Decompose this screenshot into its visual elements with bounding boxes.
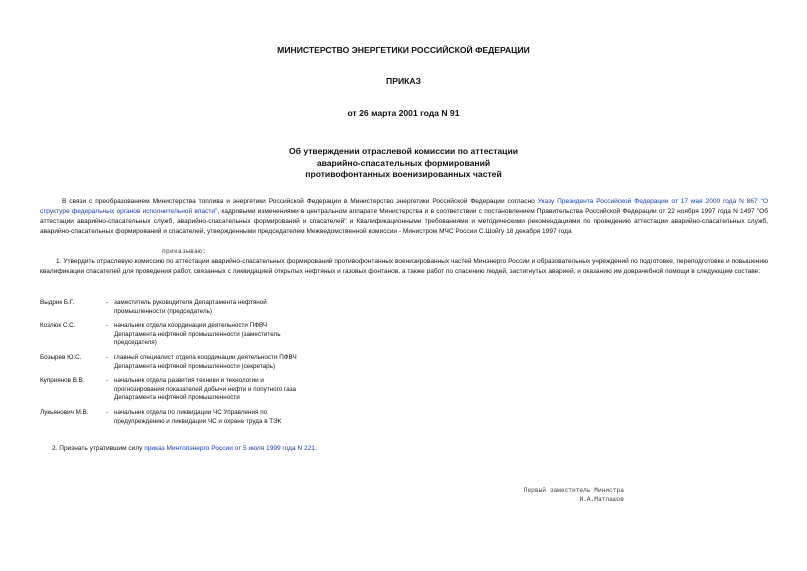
member-name: Выдрик Б.Г. — [40, 299, 75, 306]
signatory-position: Первый заместитель Министра — [523, 487, 624, 494]
signature-block — [500, 486, 624, 504]
subject-line: аварийно-спасательных формирований — [316, 157, 491, 168]
member-name: Бозырев Ю.С. — [40, 353, 82, 361]
orders-word: приказываю: — [162, 248, 207, 255]
member-dash: - — [106, 353, 109, 361]
preamble-paragraph — [40, 197, 768, 237]
document-date-number: от 26 марта 2001 года N 91 — [347, 108, 460, 118]
member-row — [40, 377, 400, 403]
member-row — [40, 409, 400, 426]
subject-line: противофонтанных военизированных частей — [305, 169, 502, 179]
commission-members-list — [40, 299, 400, 432]
preamble-text-end: , кадровыми изменениями в центральном аппарате Министерства и в соответствии с постановлением Правительства Российской Федерации от 22 ноября 1997 года N 1497 "Об аттестации аварийно-спасательных служб, аварийно-спасательных формирований и спасателей" и Квалификационными требованиями и методическими рекомендациями по проведению аттестации аварийно-спасательных служб, аварийно-спасательных формирований и спасателей, утвержденными председателем Межведомственной комиссии - Министром МЧС России С.Шойгу 18 декабря 1997 года — [40, 208, 768, 235]
clause-2-text-start: 2. Признать утратившим силу — [52, 445, 145, 452]
member-role: начальник отдела развития техники и технологии и прогнозирования показателей добычи нефти и попутного газа Департамента нефтяной промышленности — [114, 377, 297, 402]
member-role: заместитель руководителя Департамента нефтяной промышленности (председатель) — [114, 299, 267, 315]
document-type: ПРИКАЗ — [386, 76, 421, 86]
member-row — [40, 299, 400, 316]
member-dash: - — [106, 377, 109, 385]
member-role: начальник отдела по ликвидации ЧС Управления по предупреждению и ликвидации ЧС и охране труда в ТЭК — [114, 408, 282, 425]
member-role: главный специалист отдела координации деятельности ПФВЧ Департамента нефтяной промышленности (секретарь) — [114, 353, 297, 370]
clause-2-paragraph — [52, 444, 317, 454]
member-name: Куприянов В.В. — [40, 377, 85, 385]
signatory-name: И.А.Матлашов — [579, 496, 624, 503]
member-dash: - — [106, 408, 109, 416]
preamble-text-start: В связи с преобразованием Министерства топлива и энергетики Российской Федерации в Министерство энергетики Российской Федерации согласно — [62, 198, 538, 205]
ministry-title: МИНИСТЕРСТВО ЭНЕРГЕТИКИ РОССИЙСКОЙ ФЕДЕРАЦИИ — [277, 45, 530, 55]
member-role: начальник отдела координации деятельности ПФВЧ Департамента нефтяной промышленности (заместитель председателя) — [114, 322, 281, 347]
member-row — [40, 354, 400, 371]
subject-line: Об утверждении отраслевой комиссии по аттестации — [288, 146, 519, 156]
member-row — [40, 322, 400, 348]
member-name: Лукьянович М.В. — [40, 408, 89, 416]
clause-1-paragraph: 1. Утвердить отраслевую комиссию по аттестации аварийно-спасательных формирований противофонтанных военизированных частей Минэнерго России и образовательных учреждений по подготовке, переподготовке и повышению квалификации спасателей для проведения работ, связанных с ликвидацией открытых нефтяных и газовых фонтанов, а также работ по спасению людей, застигнутых аварией, и оказанию им доврачебной помощи в следующем составе: — [40, 258, 768, 275]
document-subject — [0, 146, 807, 181]
decree-link[interactable]: Указу Президента Российской Федерации от 17 мая 2000 года N 867 "О структуре федеральных органов исполнительной власти" — [40, 198, 768, 215]
repealed-order-link[interactable]: приказ Минтопэнерго России от 5 июля 1999 года N 221 — [144, 445, 315, 452]
member-name: Козлюк С.С. — [40, 322, 76, 330]
member-dash: - — [106, 299, 109, 306]
member-dash: - — [106, 322, 109, 330]
clause-2-text-end: . — [314, 445, 317, 452]
